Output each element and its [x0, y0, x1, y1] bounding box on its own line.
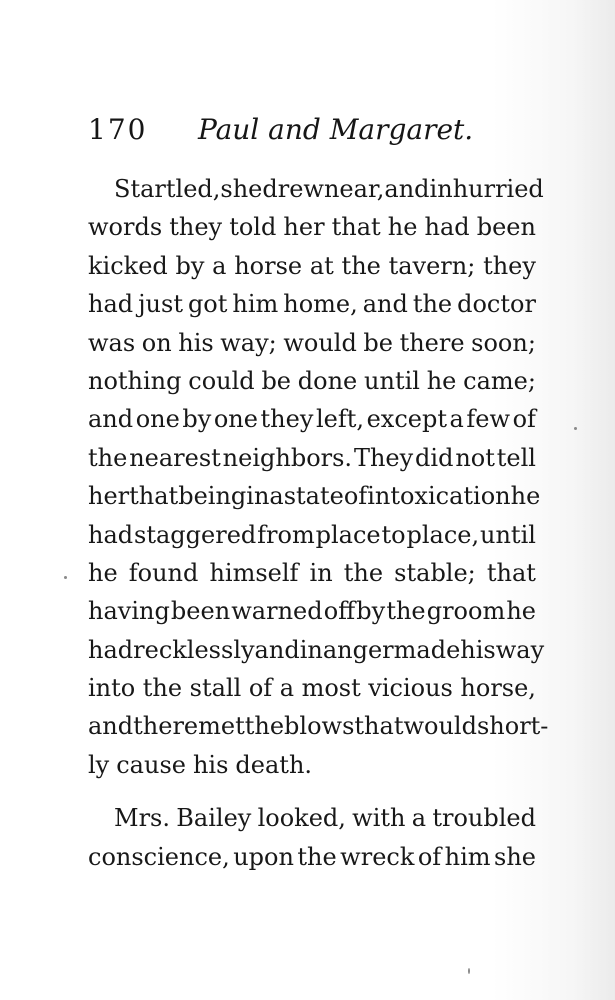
word: had	[88, 635, 134, 664]
text-line	[88, 400, 536, 438]
word: and	[88, 712, 134, 741]
text-line	[88, 362, 536, 400]
word: the	[88, 443, 128, 472]
word: kicked	[88, 251, 168, 280]
word: the	[297, 842, 337, 871]
word: be	[363, 328, 393, 357]
word: the	[142, 674, 183, 703]
word: on	[141, 328, 172, 357]
text-line	[88, 439, 536, 477]
word: except	[366, 405, 447, 434]
text-line	[88, 746, 536, 784]
word: one	[135, 405, 180, 434]
word: that	[486, 558, 536, 587]
word: blows	[284, 712, 355, 741]
word: and	[362, 290, 408, 319]
word: until	[364, 366, 420, 395]
word: place,	[406, 520, 480, 549]
word: that	[129, 482, 179, 511]
word: would	[403, 712, 477, 741]
word: would	[283, 328, 357, 357]
word: had	[88, 290, 134, 319]
word: way;	[220, 328, 277, 357]
word: vicious	[368, 674, 453, 703]
word: They	[353, 443, 414, 472]
word: found	[128, 558, 199, 587]
word: tell	[496, 443, 536, 472]
word: anger	[322, 635, 394, 664]
word: a	[449, 405, 464, 434]
word: the	[386, 597, 426, 626]
word: drew	[262, 175, 324, 203]
word: did	[415, 443, 454, 472]
word: her	[88, 482, 130, 511]
word: of	[343, 482, 368, 511]
word: nearest	[129, 443, 221, 472]
word: not	[455, 443, 495, 472]
text-line	[88, 838, 536, 876]
word: in	[246, 482, 270, 511]
word: neighbors.	[222, 443, 353, 472]
word: death.	[235, 750, 313, 779]
word: staggered	[134, 520, 257, 549]
word: done	[297, 366, 358, 395]
text-line	[88, 247, 536, 285]
word: he	[387, 213, 418, 242]
running-title: Paul and Margaret.	[198, 113, 474, 146]
text-line	[88, 631, 545, 669]
word: until	[480, 520, 536, 549]
word: a	[212, 251, 227, 280]
word: of	[417, 842, 442, 871]
word: they	[169, 213, 223, 242]
paragraph	[88, 170, 549, 784]
text-line	[88, 592, 536, 630]
word: he	[510, 482, 541, 511]
word: in	[429, 175, 453, 203]
page-number: 170	[88, 113, 148, 146]
word: they	[483, 251, 536, 280]
word: told	[229, 213, 277, 242]
text-line	[88, 516, 536, 554]
word: near,	[323, 175, 385, 203]
word: he	[506, 597, 536, 626]
word: came;	[463, 366, 536, 395]
paper-speck	[468, 968, 470, 974]
text-line	[88, 799, 536, 837]
word: her	[283, 213, 325, 242]
word: had	[88, 520, 134, 549]
paragraph	[88, 799, 536, 876]
word: Startled,	[114, 175, 221, 203]
word: by	[356, 597, 386, 626]
word: been	[170, 597, 231, 626]
word: short-	[476, 712, 549, 741]
word: of	[248, 674, 273, 703]
word: having	[88, 597, 170, 626]
word: they	[260, 405, 314, 434]
word: most	[301, 674, 361, 703]
word: words	[88, 213, 163, 242]
text-line	[88, 324, 536, 362]
word: a	[279, 674, 295, 703]
word: one	[213, 405, 258, 434]
word: doctor	[457, 290, 536, 319]
text-line	[88, 554, 536, 592]
word: the	[244, 712, 285, 741]
word: to	[381, 520, 406, 549]
word: wreck	[340, 842, 415, 871]
paragraph-gap	[88, 784, 536, 799]
word: being	[178, 482, 247, 511]
word: horse,	[460, 674, 536, 703]
word: had	[424, 213, 470, 242]
word: Bailey	[176, 804, 252, 833]
word: stall	[189, 674, 242, 703]
word: warned	[231, 597, 323, 626]
word: he	[426, 366, 457, 395]
word: tavern;	[388, 251, 476, 280]
word: stable;	[394, 558, 476, 587]
word: off	[323, 597, 356, 626]
word: she	[494, 842, 536, 871]
word: cause	[116, 750, 186, 779]
word: made	[393, 635, 461, 664]
body-text	[88, 170, 549, 876]
word: place	[315, 520, 381, 549]
word: he	[88, 558, 118, 587]
word: horse	[234, 251, 303, 280]
word: that	[331, 213, 381, 242]
word: him	[232, 290, 279, 319]
word: and	[254, 635, 300, 664]
word: from	[257, 520, 315, 549]
page-header	[88, 110, 538, 150]
word: left,	[315, 405, 365, 434]
text-line	[88, 285, 536, 323]
word: his	[460, 635, 496, 664]
word: in	[299, 635, 323, 664]
word: the	[341, 251, 381, 280]
word: troubled	[432, 804, 536, 833]
word: way	[495, 635, 545, 664]
word: was	[88, 328, 136, 357]
word: of	[512, 405, 536, 434]
word: got	[187, 290, 228, 319]
text-line	[88, 669, 536, 707]
word: home,	[283, 290, 358, 319]
word: and	[88, 405, 134, 434]
word: by	[175, 251, 205, 280]
word: himself	[209, 558, 299, 587]
word: recklessly	[133, 635, 255, 664]
word: a	[411, 804, 427, 833]
text-line	[88, 477, 541, 515]
word: Mrs.	[114, 804, 170, 833]
text-line	[88, 707, 549, 745]
word: upon	[233, 842, 294, 871]
word: his	[178, 328, 214, 357]
word: him	[444, 842, 491, 871]
word: soon;	[471, 328, 536, 357]
word: looked,	[257, 804, 346, 833]
text-line	[88, 170, 544, 208]
word: met	[198, 712, 245, 741]
word: that	[354, 712, 404, 741]
word: be	[261, 366, 292, 395]
word: his	[192, 750, 229, 779]
word: into	[88, 674, 136, 703]
word: a	[269, 482, 284, 511]
word: and	[384, 175, 430, 203]
word: at	[309, 251, 334, 280]
word: there	[133, 712, 199, 741]
word: she	[220, 175, 263, 203]
word: there	[399, 328, 465, 357]
word: the	[343, 558, 384, 587]
word: the	[412, 290, 453, 319]
word: conscience,	[88, 842, 230, 871]
word: by	[182, 405, 212, 434]
word: few	[466, 405, 511, 434]
word: state	[283, 482, 344, 511]
word: been	[476, 213, 536, 242]
word: intoxication	[367, 482, 511, 511]
word: just	[138, 290, 183, 319]
word: groom	[426, 597, 506, 626]
word: ly	[88, 750, 110, 779]
word: hurried	[452, 175, 544, 203]
word: could	[188, 366, 255, 395]
word: nothing	[88, 366, 182, 395]
word: in	[309, 558, 333, 587]
paper-speck	[64, 576, 67, 579]
word: with	[352, 804, 406, 833]
text-line	[88, 208, 536, 246]
paper-speck	[574, 427, 577, 430]
